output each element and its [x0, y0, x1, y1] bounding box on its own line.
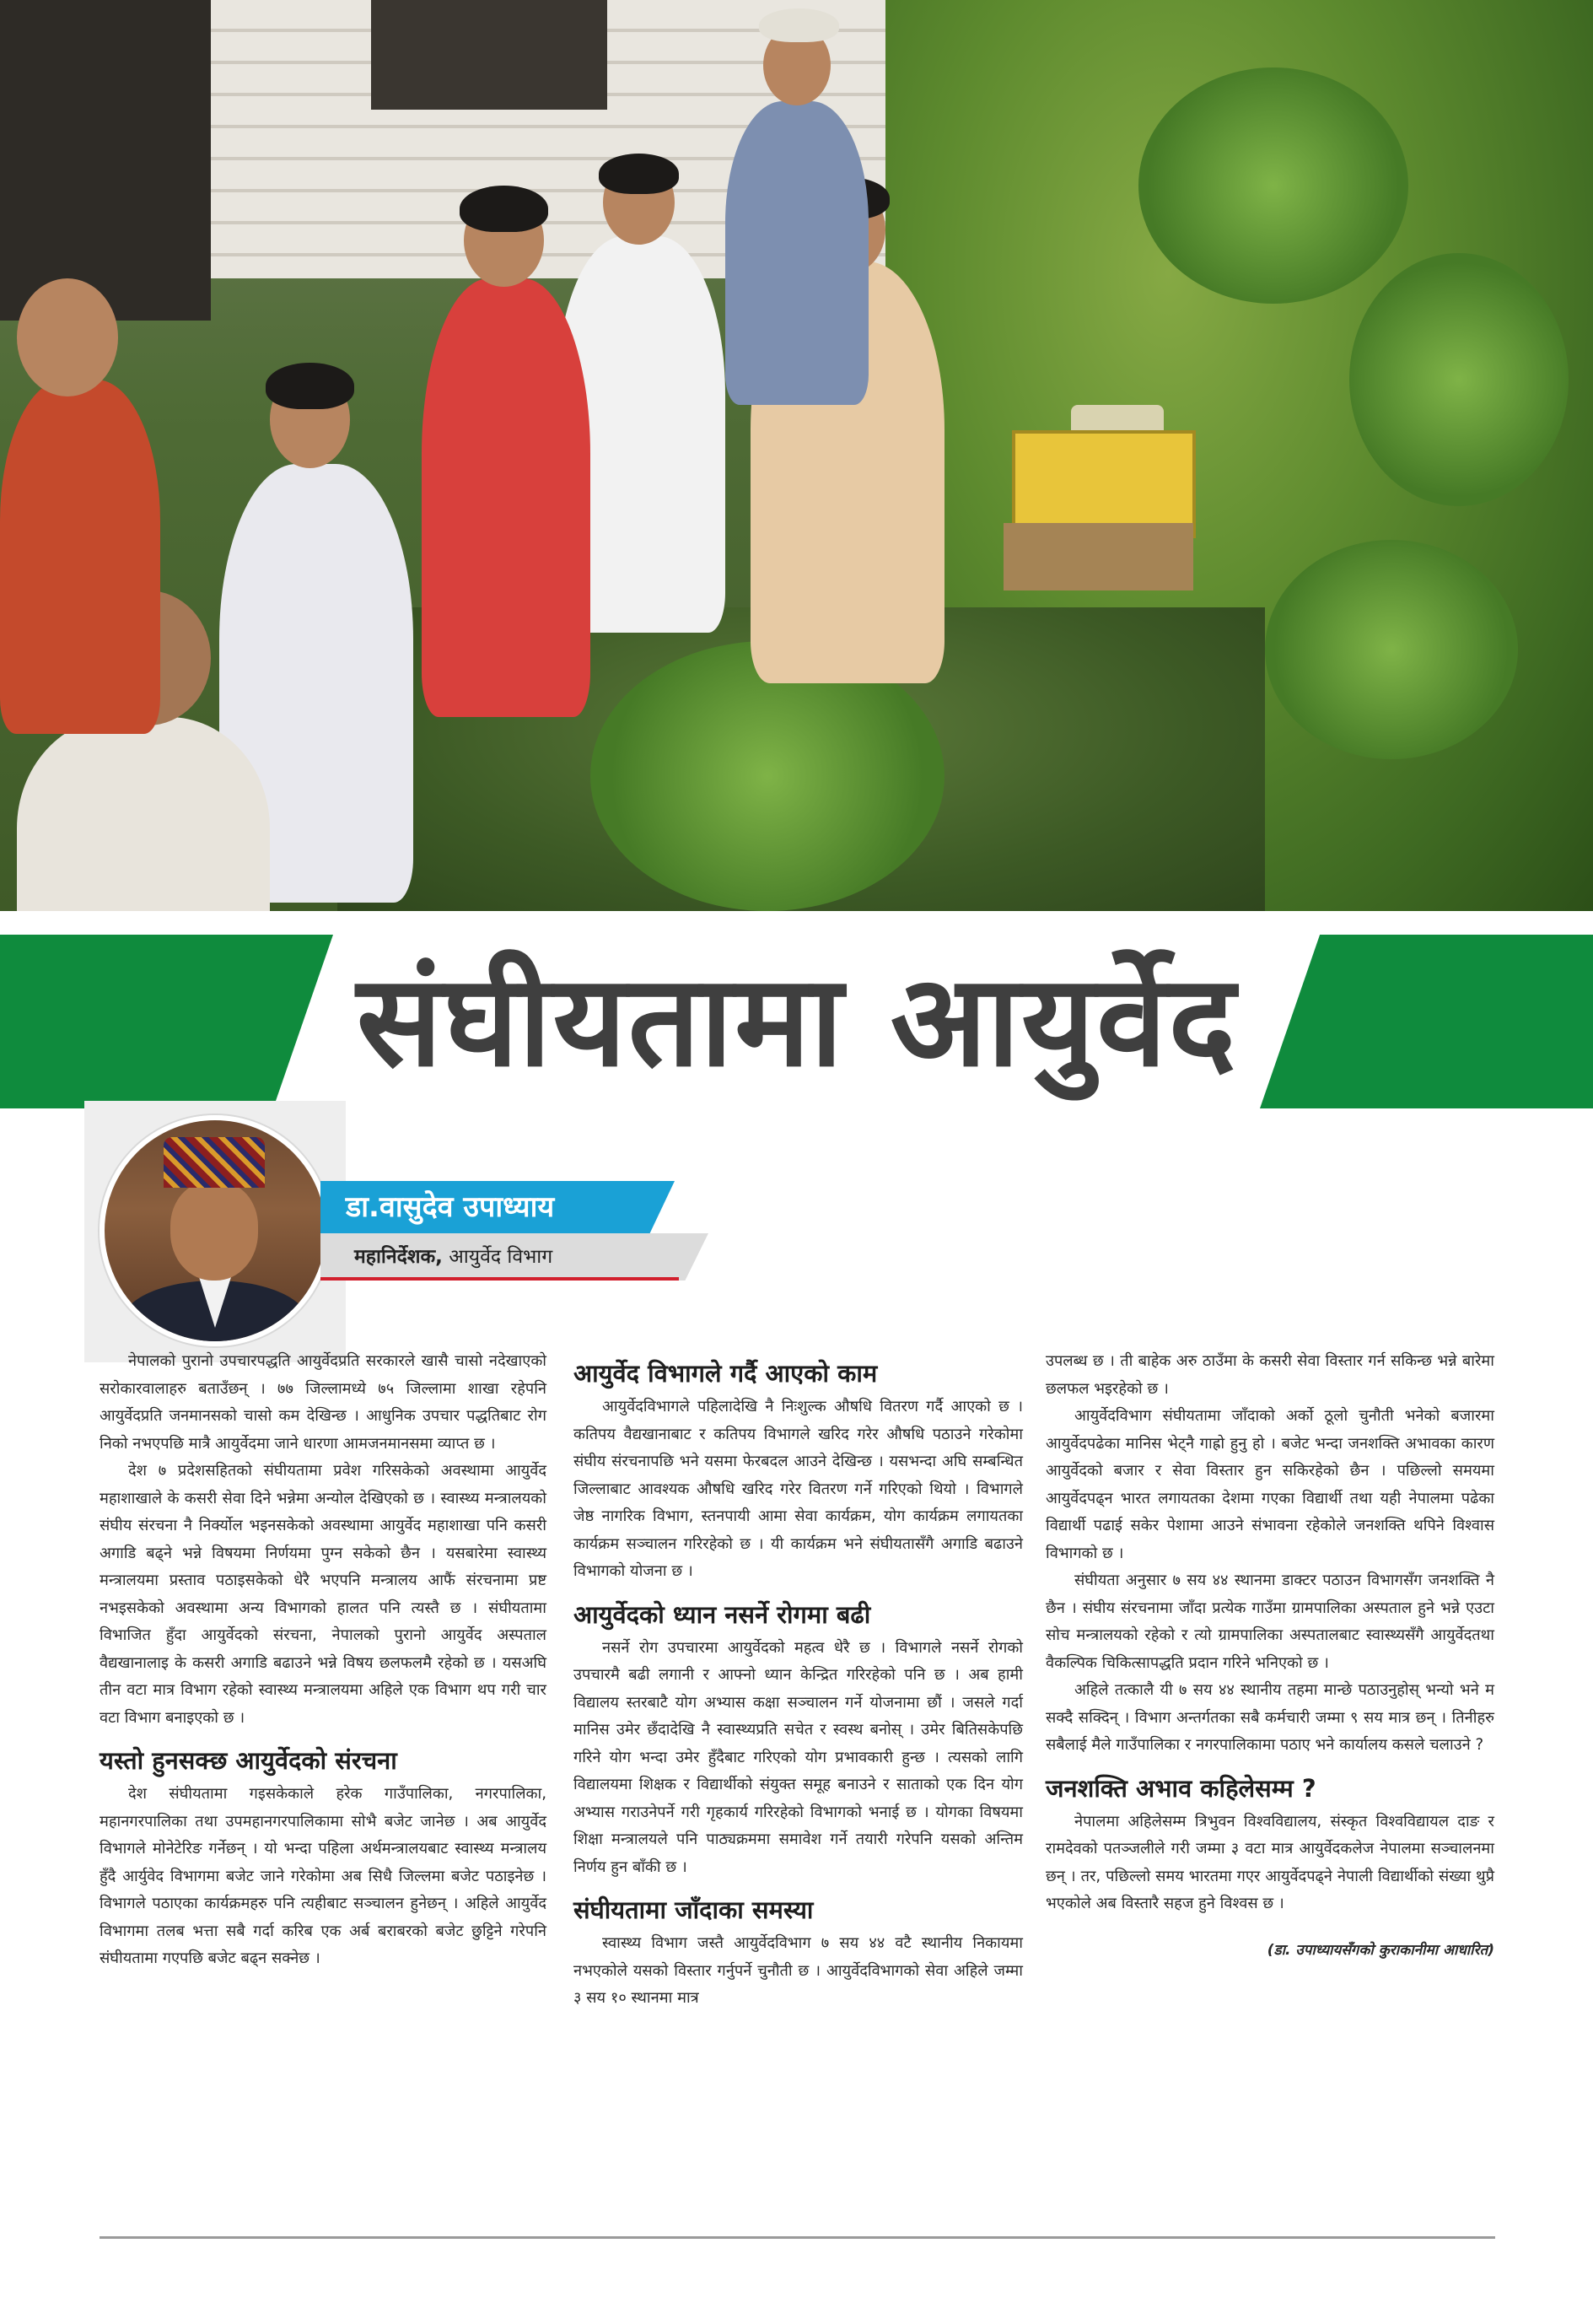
column-1	[100, 1348, 546, 1973]
photo-beehive-base	[1004, 523, 1193, 590]
title-green-left	[0, 935, 333, 1108]
author-role-title: महानिर्देशक,	[354, 1246, 443, 1268]
paragraph: नेपालमा अहिलेसम्म त्रिभुवन विश्वविद्यालय, संस्कृत विश्वविद्यायल दाङ र रामदेवको पतञ्जलीले गरी जम्मा ३ वटा मात्र आयुर्वेदकलेज नेपालमा सञ्चालनमा छन् । तर, पछिल्लो समय भारतमा गएर आयुर्वेदपढ्ने नेपाली विद्यार्थीको संख्या थुप्रै भएकोले अब विस्तारै सहज हुने विश्वस छ ।	[1046, 1812, 1494, 1912]
paragraph: आयुर्वेदविभाग संघीयतामा जाँदाको अर्को ठूलो चुनौती भनेको बजारमा आयुर्वेदपढेका मानिस भेट्नै गाह्रो हुनु हो । बजेट भन्दा जनशक्ति अभावका कारण आयुर्वेदको बजार र सेवा विस्तार हुन सकिरहेको छैन । पछिल्लो समयमा आयुर्वेदपढ्न भारत लगायतका देशमा गएका विद्यार्थी तथा यही नेपालमा पढेका विद्यार्थी पढाई सकेर पेशामा आउने संभावना रहेकोले जनशक्ति थपिने विश्वास विभागको छ ।	[1046, 1407, 1494, 1562]
photo-shrub	[1265, 540, 1518, 759]
section-heading: संघीयतामा जाँदाका समस्या	[573, 1895, 814, 1924]
paragraph: नसर्ने रोग उपचारमा आयुर्वेदको महत्व धेरै छ । विभागले नसर्ने रोगको उपचारमै बढी लगानी र आफ्नो ध्यान केन्द्रित गरिरहेको पनि छ । अब हामी विद्यालय स्तरबाटै योग अभ्यास कक्षा सञ्चालन गर्ने योजनामा छौं । जसले गर्दा मानिस उमेर छँदादेखि नै स्वास्थ्यप्रति सचेत र स्वस्थ बनोस् । उमेर बितिसकेपछि गरिने योग भन्दा उमेर हुँदैबाट गरिएको योग प्रभावकारी हुन्छ । त्यसको लागि विद्यालयमा शिक्षक र विद्यार्थीको संयुक्त समूह बनाउने र साताको एक दिन योग अभ्यास गराउनेपर्ने गरी गृहकार्य गरिरहेको विभागको भनाई छ । योगका विषयमा शिक्षा मन्त्रालयले पनि पाठ्यक्रममा समावेश गर्ने तयारी गरेपनि यसको अन्तिम निर्णय हुन बाँकी छ ।	[573, 1638, 1023, 1876]
article-title: संघीयतामा आयुर्वेद	[356, 948, 1238, 1095]
section-heading: यस्तो हुनसक्छ आयुर्वेदको संरचना	[100, 1746, 397, 1775]
title-green-right	[1260, 935, 1593, 1108]
author-role	[354, 1238, 552, 1275]
bottom-rule	[100, 2236, 1495, 2239]
author-role-dept: आयुर्वेद विभाग	[442, 1246, 553, 1268]
column-2	[573, 1355, 1023, 2013]
author-role-underline	[320, 1277, 679, 1281]
photo-shrub	[1138, 67, 1408, 304]
title-band	[0, 935, 1593, 1108]
paragraph: नेपालको पुरानो उपचारपद्धति आयुर्वेदप्रति सरकारले खासै चासो नदेखाएको सरोकारवालाहरु बताउँछन् । ७७ जिल्लामध्ये ७५ जिल्लामा शाखा रहेपनि आयुर्वेदप्रति जनमानसको चासो कम देखिन्छ । आधुनिक उपचार पद्धतिबाट रोग निको नभएपछि मात्रै आयुर्वेदमा जाने धारणा आमजनमानसमा व्याप्त छ ।	[100, 1352, 546, 1453]
section-heading: जनशक्ति अभाव कहिलेसम्म ?	[1046, 1773, 1316, 1803]
photo-beehive	[1012, 430, 1196, 538]
paragraph: उपलब्ध छ । ती बाहेक अरु ठाउँमा के कसरी सेवा विस्तार गर्न सकिन्छ भन्ने बारेमा छलफल भइरहेको छ ।	[1046, 1352, 1494, 1398]
paragraph: देश संघीयतामा गइसकेकाले हरेक गाउँपालिका, नगरपालिका, महानगरपालिका तथा उपमहानगरपालिकामा सोभै बजेट जानेछ । अब आयुर्वेद विभागले मोनेटेरिङ गर्नेछन् । यो भन्दा पहिला अर्थमन्त्रालयबाट स्वास्थ्य मन्त्रालय हुँदै आर्युवेद विभागमा बजेट जाने गरेकोमा अब सिधै जिल्लमा बजेट पठाइनेछ । विभागले पठाएका कार्यक्रमहरु पनि त्यहीबाट सञ्चालन हुनेछन् । अहिले आयुर्वेद विभागमा तलब भत्ता सबै गर्दा करिब एक अर्ब बराबरको बजेट छुट्टिने गरेपनि संघीयतामा गएपछि बजेट बढ्न सक्नेछ ।	[100, 1785, 546, 1967]
author-portrait	[100, 1115, 331, 1346]
column-3	[1046, 1348, 1494, 1964]
paragraph: आयुर्वेदविभागले पहिलादेखि नै निःशुल्क औषधि वितरण गर्दै आएको छ । कतिपय वैद्यखानाबाट र कतिपय विभागले खरिद गरेर औषधि पठाउने गरेकोमा संघीय संरचनापछि भने यसमा फेरबदल आउने देखिन्छ । यसभन्दा अघि सम्बन्धित जिल्लाबाट आवश्यक औषधि खरिद गरेर वितरण गर्ने गरिएको थियो । विभागले जेष्ठ नागरिक विभाग, स्तनपायी आमा सेवा कार्यक्रम, योग कार्यक्रम लगायतका कार्यक्रम सञ्चालन गरिरहेको छ । यी कार्यक्रम भने संघीयतासँगै अगाडि बढाउने विभागको योजना छ ।	[573, 1398, 1023, 1580]
paragraph: देश ७ प्रदेशसहितको संघीयतामा प्रवेश गरिसकेको अवस्थामा आयुर्वेद महाशाखाले के कसरी सेवा दिने भन्नेमा अन्योल देखिएको छ । स्वास्थ्य मन्त्रालयको संघीय संरचना नै निर्क्योल भइनसकेको अवस्थामा आयुर्वेद महाशाखा पनि कसरी अगाडि बढ्ने भन्ने विषयमा निर्णयमा पुग्न सकेको छैन । यसबारेमा स्वास्थ्य मन्त्रालयमा प्रस्ताव पठाइसकेको धेरै भएपनि मन्त्रालय आफैं संरचनामा प्रष्ट नभइसकेको अवस्थामा अन्य विभागको हालत पनि त्यस्तै छ । संघीयतामा विभाजित हुँदा आयुर्वेदको संरचना, नेपालको पुरानो आयुर्वेद अस्पताल वैद्यखानालाइ के कसरी अगाडि बढाउने भन्ने विषय छलफलमै रहेको छ । यसअघि तीन वटा मात्र विभाग रहेको स्वास्थ्य मन्त्रालयमा अहिले एक विभाग थप गरी चार वटा विभाग बनाइएको छ ।	[100, 1462, 546, 1727]
section-heading: आयुर्वेद विभागले गर्दै आएको काम	[573, 1359, 878, 1388]
paragraph: संघीयता अनुसार ७ सय ४४ स्थानमा डाक्टर पठाउन विभागसँग जनशक्ति नै छैन । संघीय संरचनामा जाँदा प्रत्येक गाउँमा ग्रामपालिका अस्पताल हुने भन्ने एउटा सोच मन्त्रालयको रहेको र त्यो ग्रामपालिका अस्पतालबाट स्वास्थ्यसँगै आयुर्वेदतथा वैकल्पिक चिकित्सापद्धति प्रदान गरिने भनिएको छ ।	[1046, 1572, 1494, 1672]
source-note: (डा. उपाध्यायसँगको कुराकानीमा आधारित)	[1267, 1941, 1494, 1959]
hero-photo	[0, 0, 1593, 911]
photo-doorway	[0, 0, 211, 321]
paragraph: स्वास्थ्य विभाग जस्तै आयुर्वेदविभाग ७ सय ४४ वटै स्थानीय निकायमा नभएकोले यसको विस्तार गर्नुपर्ने चुनौती छ । आयुर्वेदविभागको सेवा अहिले जम्मा ३ सय १० स्थानमा मात्र	[573, 1934, 1023, 2007]
paragraph: अहिले तत्कालै यी ७ सय ४४ स्थानीय तहमा मान्छे पठाउनुहोस् भन्यो भने म सक्दै सक्दिन् । विभाग अन्तर्गतका सबै कर्मचारी जम्मा ९ सय मात्र छन् । तिनीहरु सबैलाई मैले गाउँपालिका र नगरपालिकामा पठाए भने कार्यालय कसले चलाउने ?	[1046, 1681, 1494, 1754]
author-name: डा.वासुदेव उपाध्याय	[346, 1190, 555, 1224]
photo-window	[371, 0, 607, 110]
section-heading: आयुर्वेदको ध्यान नसर्ने रोगमा बढी	[573, 1599, 871, 1629]
photo-shrub	[1349, 253, 1569, 506]
